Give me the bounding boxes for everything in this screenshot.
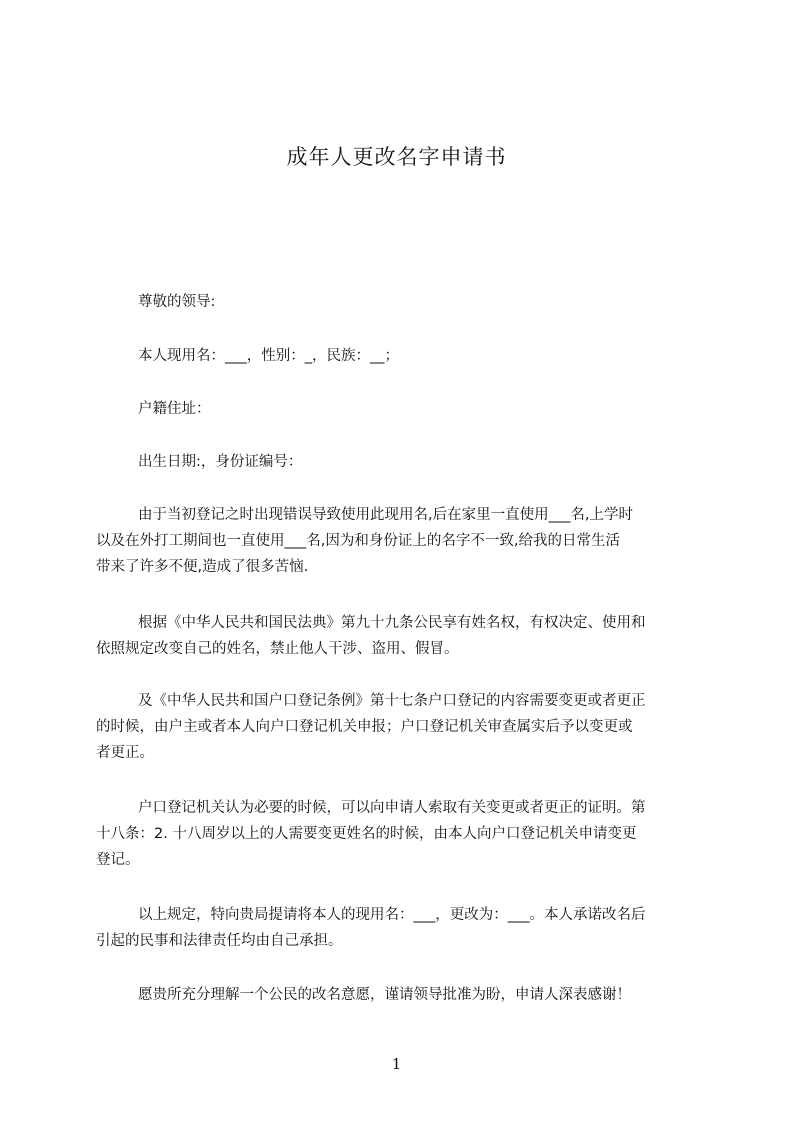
proof-line-3: 登记。 <box>96 852 140 868</box>
salutation-line: 尊敬的领导: <box>138 294 216 310</box>
proof-line-2: 十八条：2. 十八周岁以上的人需要变更姓名的时候，由本人向户口登记机关申请变更 <box>96 826 637 842</box>
page-number: 1 <box>391 1055 402 1073</box>
registration-rule-line-2: 的时候，由户主或者本人向户口登记机关申报；户口登记机关审查属实后予以变更或 <box>96 719 633 735</box>
civil-code-line-2: 依照规定改变自己的姓名，禁止他人干涉、盗用、假冒。 <box>96 641 459 657</box>
reason-line-2: 以及在外打工期间也一直使用___名,因为和身份证上的名字不一致,给我的日常生活 <box>96 533 620 549</box>
registration-rule-line-1: 及《中华人民共和国户口登记条例》第十七条户口登记的内容需要变更或者更正 <box>138 693 646 709</box>
proof-line-1: 户口登记机关认为必要的时候，可以向申请人索取有关变更或者更正的证明。第 <box>138 800 646 816</box>
current-name-line: 本人现用名：___，性别：_，民族：__； <box>138 348 399 364</box>
birth-id-line: 出生日期:，身份证编号： <box>138 454 303 470</box>
document-title: 成年人更改名字申请书 <box>286 145 507 169</box>
reason-line-3: 带来了许多不便,造成了很多苦恼. <box>96 559 309 575</box>
request-line-1: 以上规定，特向贵局提请将本人的现用名：___，更改为：___。本人承诺改名后 <box>138 907 646 923</box>
civil-code-line-1: 根据《中华人民共和国民法典》第九十九条公民享有姓名权，有权决定、使用和 <box>138 615 646 631</box>
request-line-2: 引起的民事和法律责任均由自己承担。 <box>96 933 343 949</box>
residence-line: 户籍住址： <box>138 401 211 417</box>
reason-line-1: 由于当初登记之时出现错误导致使用此现用名,后在家里一直使用___名,上学时 <box>138 507 633 523</box>
closing-line: 愿贵所充分理解一个公民的改名意愿，谨请领导批准为盼，申请人深表感谢！ <box>138 987 631 1003</box>
registration-rule-line-3: 者更正。 <box>96 745 154 761</box>
